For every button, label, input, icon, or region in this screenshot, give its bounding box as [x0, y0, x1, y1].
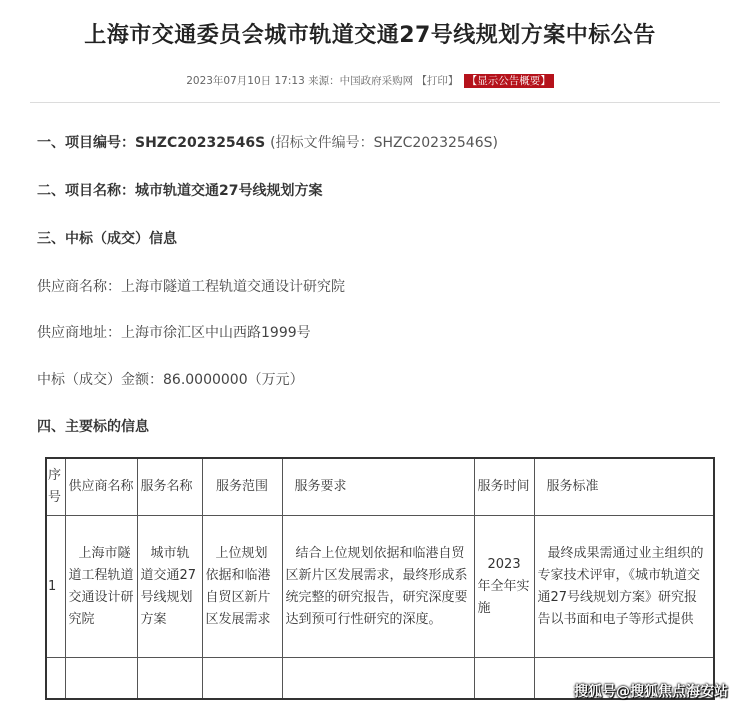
empty-cell — [202, 658, 282, 700]
empty-cell — [137, 658, 202, 700]
project-name: 城市轨道交通27号线规划方案 — [135, 183, 323, 199]
award-amount: 中标（成交）金额：86.0000000（万元） — [37, 372, 304, 388]
row-number: 1 — [46, 516, 65, 658]
empty-cell — [282, 658, 474, 700]
main-items-table — [45, 457, 715, 700]
divider — [30, 102, 720, 103]
show-summary-button[interactable]: 【显示公告概要】 — [464, 74, 554, 88]
row-time: 2023年全年实施 — [474, 516, 534, 658]
table-header-row — [46, 458, 714, 516]
table-row — [46, 516, 714, 658]
header-cell: 服务时间 — [474, 458, 534, 516]
row-standard: 最终成果需通过业主组织的专家技术评审，《城市轨道交通27号线规划方案》研究报告以书面和电子等形式提供 — [534, 516, 714, 658]
row-supplier: 上海市隧道工程轨道交通设计研究院 — [65, 516, 137, 658]
empty-cell — [65, 658, 137, 700]
page-title: 上海市交通委员会城市轨道交通27号线规划方案中标公告 — [84, 23, 656, 48]
empty-cell — [46, 658, 65, 700]
award-info-heading: 三、中标（成交）信息 — [37, 231, 177, 247]
date-source: 2023年07月10日 17:13 来源：中国政府采购网 — [186, 75, 414, 87]
watermark: 搜狐号@搜狐焦点海安站 — [574, 684, 728, 700]
project-number-label: 一、项目编号： — [37, 135, 135, 151]
header-cell: 序号 — [46, 458, 65, 516]
empty-cell — [474, 658, 534, 700]
row-service-name: 城市轨道交通27号线规划方案 — [137, 516, 202, 658]
article-meta — [0, 73, 740, 88]
header-cell: 服务范围 — [202, 458, 282, 516]
row-requirement: 结合上位规划依据和临港自贸区新片区发展需求，最终形成系统完整的研究报告，研究深度要达到预可行性研究的深度。 — [282, 516, 474, 658]
print-link[interactable]: 【打印】 — [416, 75, 459, 87]
supplier-address: 供应商地址：上海市徐汇区中山西路1999号 — [37, 325, 311, 341]
project-number-line — [37, 132, 498, 152]
tender-number: (招标文件编号：SHZC20232546S) — [270, 135, 498, 151]
project-name-line — [37, 180, 322, 200]
header-cell: 供应商名称 — [65, 458, 137, 516]
supplier-name: 供应商名称：上海市隧道工程轨道交通设计研究院 — [37, 279, 345, 295]
project-number: SHZC20232546S — [135, 135, 266, 151]
header-cell: 服务标准 — [534, 458, 714, 516]
main-items-heading: 四、主要标的信息 — [37, 419, 149, 435]
row-scope: 上位规划依据和临港自贸区新片区发展需求 — [202, 516, 282, 658]
header-cell: 服务要求 — [282, 458, 474, 516]
project-name-label: 二、项目名称： — [37, 183, 135, 199]
header-cell: 服务名称 — [137, 458, 202, 516]
